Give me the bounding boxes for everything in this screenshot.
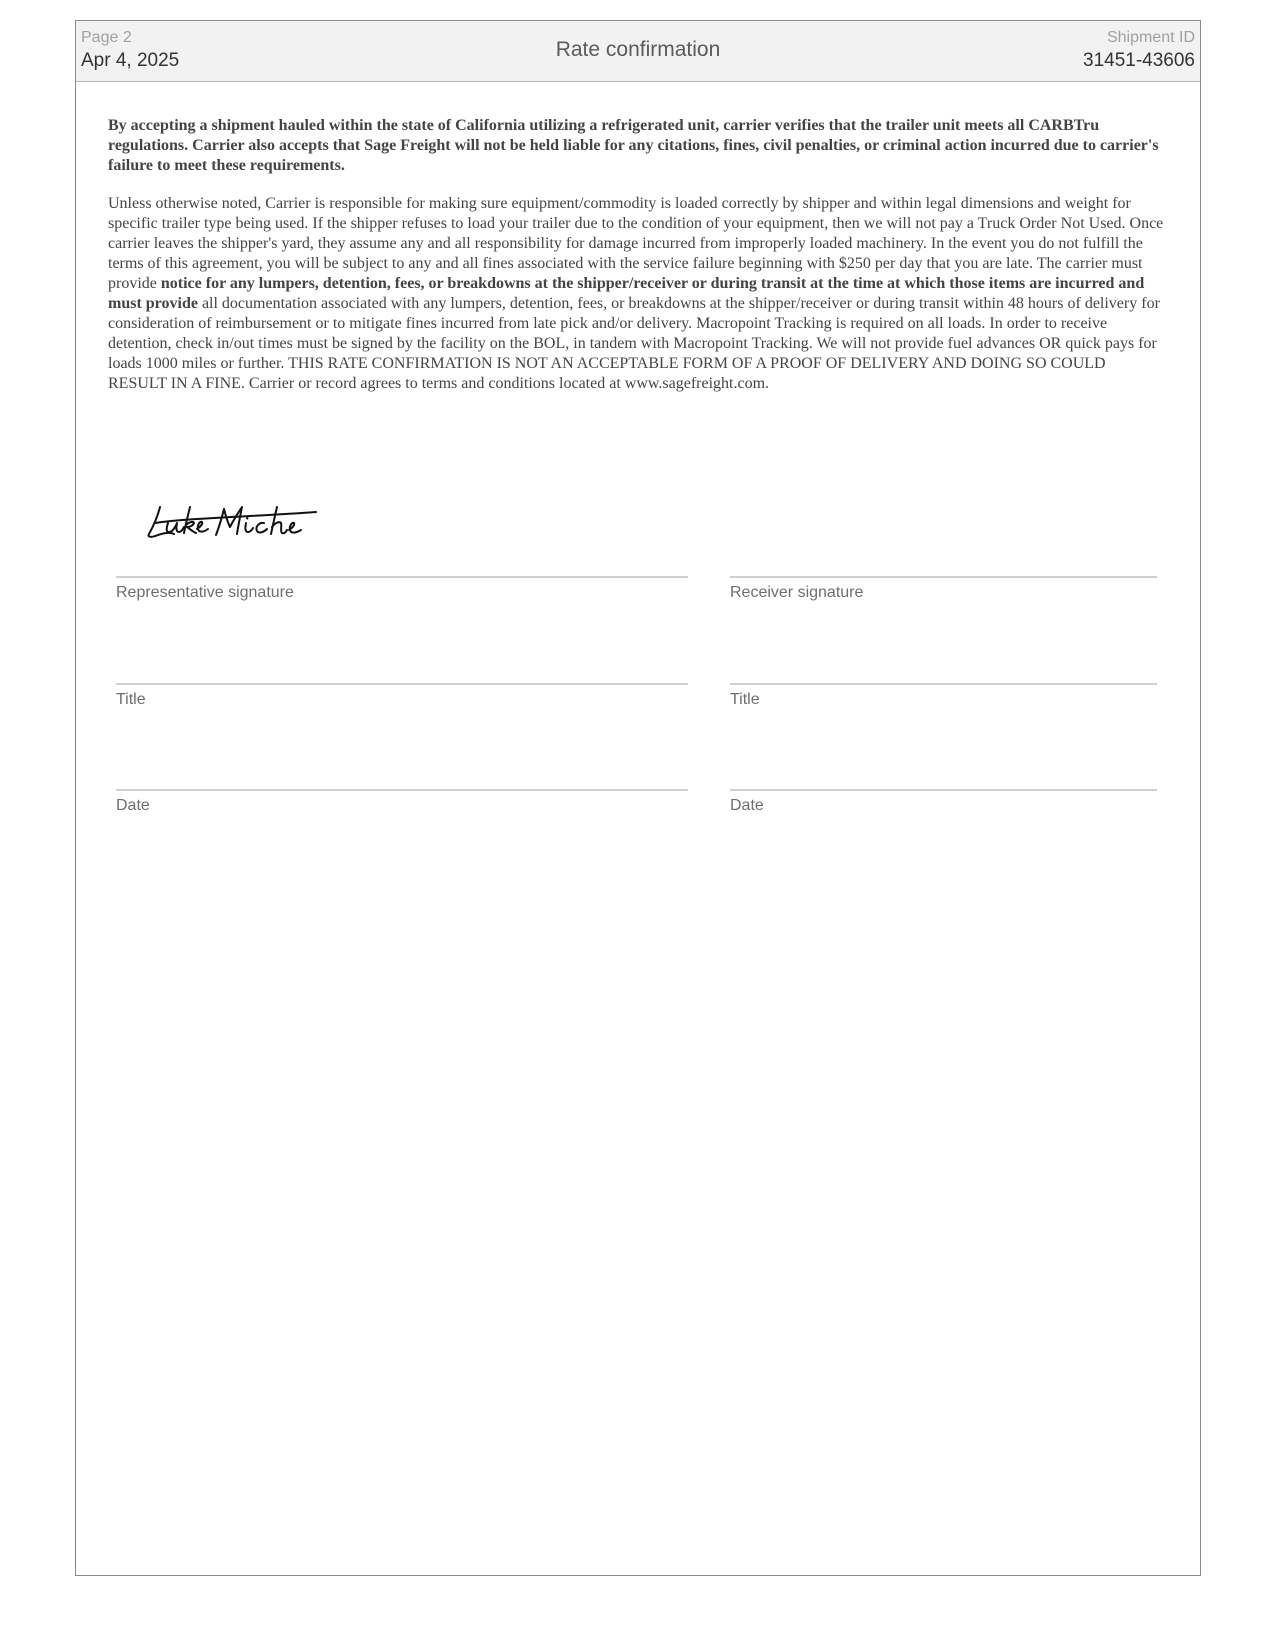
shipment-id-label: Shipment ID (1106, 29, 1195, 46)
california-carb-paragraph: By accepting a shipment hauled within the state of California utilizing a refrigerated unit, carrier verifies that the trailer unit meets all CARBTru regulations. Carrier also accepts that Sage Freight will not be held liable for any citations, fines, civil penalties, or criminal action incurred due to carrier's failure to meet these requirements. (108, 117, 1159, 174)
handwritten-signature (146, 501, 336, 547)
receiver-title-field[interactable] (730, 598, 1157, 710)
representative-signature-label: Representative signature (116, 584, 294, 601)
shipment-id-value: 31451-43606 (1083, 50, 1195, 71)
terms-text-bold: notice for any lumpers, detention, fees, or breakdowns at the shipper/receiver or during transit at the time at which those items are incurred and must provide (108, 275, 1145, 312)
representative-title-line (116, 683, 688, 685)
terms-and-conditions (108, 116, 1168, 394)
representative-date-label: Date (116, 797, 150, 814)
header-right (1083, 28, 1195, 74)
terms-text-part1: Unless otherwise noted, Carrier is responsible for making sure equipment/commodity is loaded correctly by shipper and within legal dimensions and weight for specific trailer type being used. If the shipper refuses to load your trailer due to the condition of your equipment, then we will not pay a Truck Order Not Used. Once carrier leaves the shipper's yard, they assume any and all responsibility for damage incurred from improperly loaded machinery. In the event you do not fulfill the terms of this agreement, you will be subject to any and all fines associated with the service failure beginning with $250 per day that you are late. The carrier must provide (108, 195, 1164, 292)
representative-date-line (116, 789, 688, 791)
receiver-title-label: Title (730, 691, 760, 708)
page-header (76, 21, 1200, 82)
receiver-title-line (730, 683, 1157, 685)
representative-signature-line (116, 576, 688, 578)
receiver-signature-field[interactable] (730, 491, 1157, 603)
receiver-date-label: Date (730, 797, 764, 814)
receiver-date-line (730, 789, 1157, 791)
representative-title-field[interactable] (116, 598, 688, 710)
representative-date-field[interactable] (116, 704, 688, 816)
representative-signature-field[interactable] (116, 491, 688, 603)
carrier-responsibility-paragraph (108, 194, 1168, 394)
document-title: Rate confirmation (555, 38, 721, 61)
receiver-signature-line (730, 576, 1157, 578)
document-page (75, 20, 1201, 1576)
page-number: Page 2 (81, 29, 132, 46)
terms-text-part2: all documentation associated with any lumpers, detention, fees, or breakdowns at the shipper/receiver or during transit within 48 hours of delivery for consideration of reimbursement or to mitigate fines incurred from late pick and/or delivery. Macropoint Tracking is required on all loads. In order to receive detention, check in/out times must be signed by the facility on the BOL, in tandem with Macropoint Tracking. We will not provide fuel advances OR quick pays for loads 1000 miles or further. THIS RATE CONFIRMATION IS NOT AN ACCEPTABLE FORM OF A PROOF OF DELIVERY AND DOING SO COULD RESULT IN A FINE. Carrier or record agrees to terms and conditions located at www.sagefreight.com. (108, 295, 1160, 392)
receiver-signature-label: Receiver signature (730, 584, 864, 601)
receiver-date-field[interactable] (730, 704, 1157, 816)
representative-title-label: Title (116, 691, 146, 708)
document-date: Apr 4, 2025 (81, 50, 180, 71)
